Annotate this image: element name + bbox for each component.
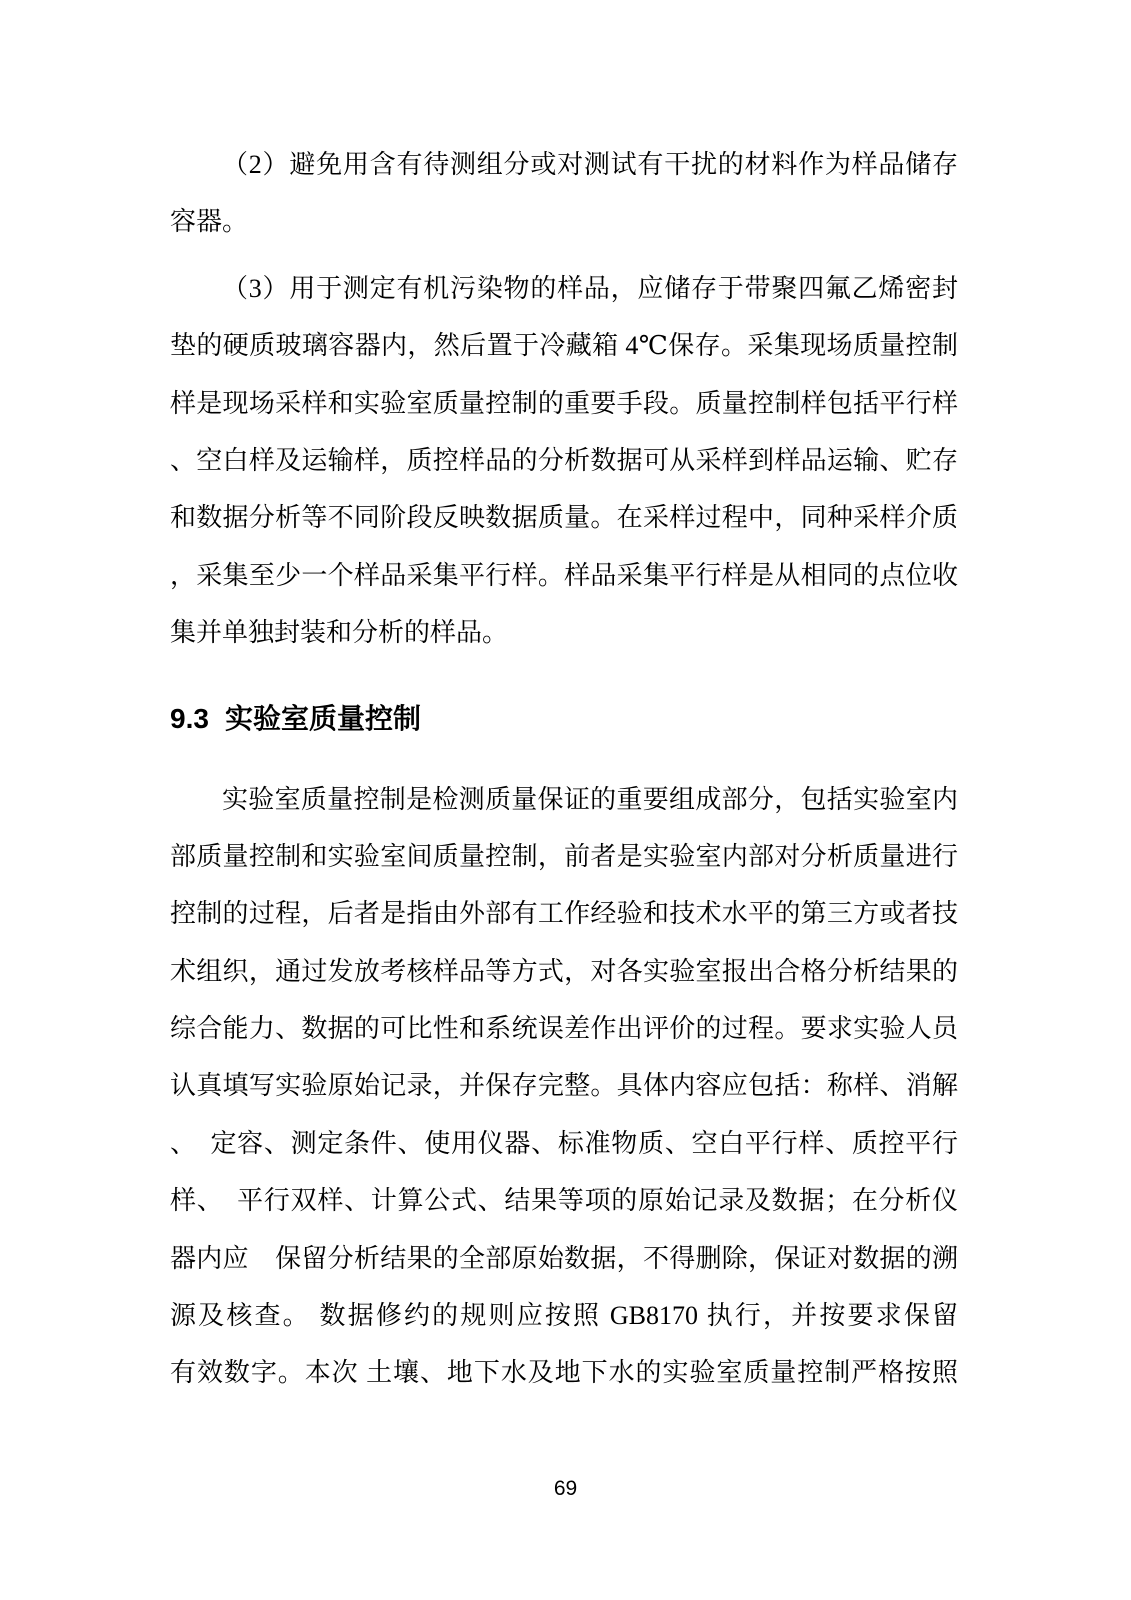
text-line: 术组织，通过发放考核样品等方式，对各实验室报出合格分析结果的 xyxy=(170,956,958,986)
section-number: 9.3 xyxy=(170,702,209,734)
text-line: 样是现场采样和实验室质量控制的重要手段。质量控制样包括平行样 xyxy=(170,388,958,418)
text-line: 样、 平行双样、计算公式、结果等项的原始记录及数据；在分析仪 xyxy=(170,1186,958,1216)
section-title: 实验室质量控制 xyxy=(224,702,421,734)
text-line: 集并单独封装和分析的样品。 xyxy=(170,618,509,648)
text-line: 器内应 保留分析结果的全部原始数据，不得删除，保证对数据的溯 xyxy=(170,1243,958,1273)
text-line: 和数据分析等不同阶段反映数据质量。在采样过程中，同种采样介质 xyxy=(170,503,958,533)
text-line: 有效数字。本次 土壤、地下水及地下水的实验室质量控制严格按照 xyxy=(170,1358,958,1388)
text-line: ，采集至少一个样品采集平行样。样品采集平行样是从相同的点位收 xyxy=(170,560,958,590)
text-line: 部质量控制和实验室间质量控制，前者是实验室内部对分析质量进行 xyxy=(170,841,958,871)
text-line: 容器。 xyxy=(170,207,249,237)
paragraph-3 xyxy=(170,260,958,662)
page-number: 69 xyxy=(553,1477,578,1500)
paragraph-lab-qc xyxy=(170,771,958,1402)
text-line: 实验室质量控制是检测质量保证的重要组成部分，包括实验室内 xyxy=(222,784,958,814)
text-line: （3）用于测定有机污染物的样品，应储存于带聚四氟乙烯密封 xyxy=(222,273,958,303)
text-block xyxy=(170,136,958,1402)
text-line: 、空白样及运输样，质控样品的分析数据可从采样到样品运输、贮存 xyxy=(170,445,958,475)
paragraph-2 xyxy=(170,136,958,251)
text-line: 垫的硬质玻璃容器内，然后置于冷藏箱 4℃保存。采集现场质量控制 xyxy=(170,331,958,361)
text-line: 综合能力、数据的可比性和系统误差作出评价的过程。要求实验人员 xyxy=(170,1014,958,1044)
section-heading-9-3 xyxy=(170,698,958,740)
text-line: 认真填写实验原始记录，并保存完整。具体内容应包括：称样、消解 xyxy=(170,1071,958,1101)
text-line: 控制的过程，后者是指由外部有工作经验和技术水平的第三方或者技 xyxy=(170,899,958,929)
text-line: （2）避免用含有待测组分或对测试有干扰的材料作为样品储存 xyxy=(222,150,958,179)
text-line: 源及核查。 数据修约的规则应按照 GB8170 执行，并按要求保留 xyxy=(170,1301,958,1331)
text-line: 、 定容、测定条件、使用仪器、标准物质、空白平行样、质控平行 xyxy=(170,1128,958,1158)
